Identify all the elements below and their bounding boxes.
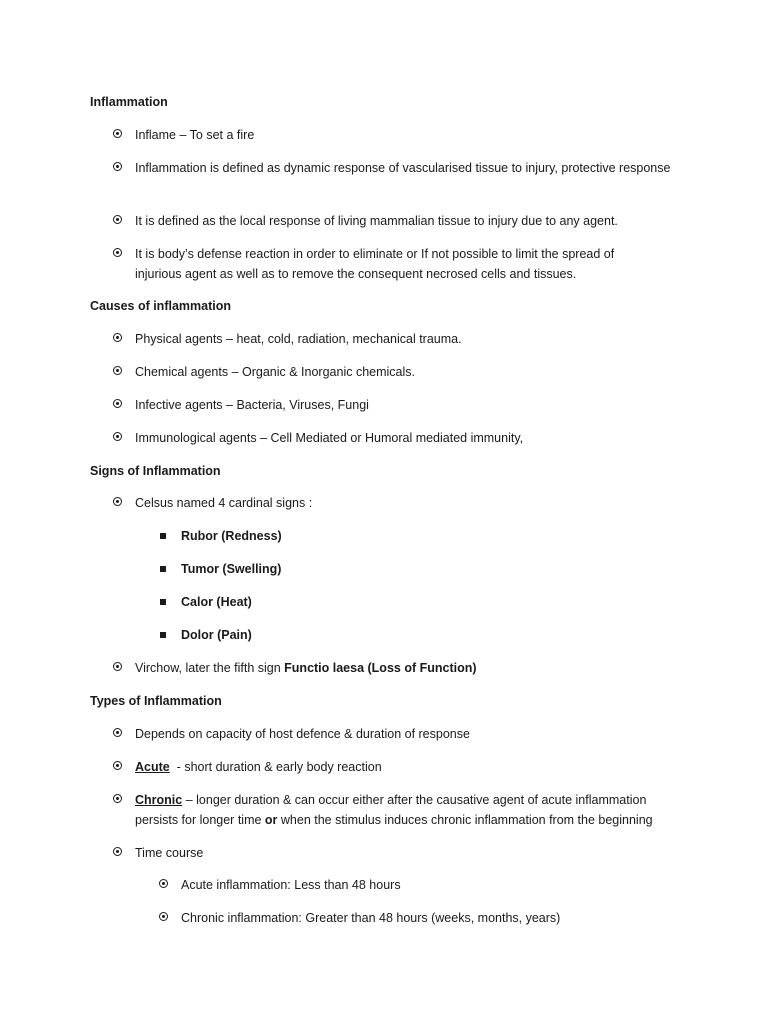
item-text: Dolor (Pain): [181, 628, 252, 642]
list-item: [135, 757, 695, 777]
item-text: It is defined as the local response of living mammalian tissue to injury due to any agent.: [135, 214, 618, 228]
square-bullet-icon: [160, 599, 166, 605]
circle-bullet-icon: [113, 761, 122, 770]
circle-bullet-icon: [113, 662, 122, 671]
item-text: Inflammation is defined as dynamic response of vascularised tissue to injury, protective response: [135, 161, 671, 175]
circle-bullet-icon: [113, 366, 122, 375]
list-item: [135, 244, 635, 284]
heading-types: Types of Inflammation: [90, 694, 222, 708]
item-text: Inflame – To set a fire: [135, 128, 255, 142]
list-item: [135, 493, 695, 513]
list-item: [135, 158, 695, 178]
item-text: Time course: [135, 846, 204, 860]
list-item: [181, 559, 701, 579]
circle-bullet-icon: [113, 248, 122, 257]
list-item: [181, 592, 701, 612]
list-item: [135, 211, 695, 231]
list-item: [135, 658, 695, 678]
circle-bullet-icon: [113, 847, 122, 856]
item-text: – longer duration & can occur either after the causative agent of acute inflammation persists for longer time: [135, 793, 647, 827]
circle-bullet-icon: [159, 912, 168, 921]
item-text-bold: or: [264, 813, 278, 827]
item-text: Infective agents – Bacteria, Viruses, Fungi: [135, 398, 369, 412]
item-text: Immunological agents – Cell Mediated or Humoral mediated immunity,: [135, 431, 524, 445]
circle-bullet-icon: [113, 432, 122, 441]
circle-bullet-icon: [113, 497, 122, 506]
item-text: Tumor (Swelling): [181, 562, 282, 576]
circle-bullet-icon: [159, 879, 168, 888]
circle-bullet-icon: [113, 728, 122, 737]
circle-bullet-icon: [113, 215, 122, 224]
item-term: Chronic: [135, 793, 183, 807]
square-bullet-icon: [160, 533, 166, 539]
item-text: Chronic inflammation: Greater than 48 hours (weeks, months, years): [181, 911, 561, 925]
list-item: [135, 125, 695, 145]
item-text: - short duration & early body reaction: [169, 760, 382, 774]
list-item: [181, 625, 701, 645]
item-term: Acute: [135, 760, 170, 774]
item-text: Virchow, later the fifth sign: [135, 661, 285, 675]
item-text: Chemical agents – Organic & Inorganic chemicals.: [135, 365, 415, 379]
list-item: [135, 395, 695, 415]
item-text: Calor (Heat): [181, 595, 252, 609]
circle-bullet-icon: [113, 162, 122, 171]
heading-signs: Signs of Inflammation: [90, 464, 221, 478]
item-text-bold: Functio laesa (Loss of Function): [284, 661, 477, 675]
list-item: [181, 908, 701, 928]
item-text: Depends on capacity of host defence & duration of response: [135, 727, 470, 741]
list-item: [181, 526, 701, 546]
heading-causes: Causes of inflammation: [90, 299, 231, 313]
circle-bullet-icon: [113, 333, 122, 342]
item-text: when the stimulus induces chronic inflammation from the beginning: [277, 813, 653, 827]
item-text: It is body’s defense reaction in order to eliminate or If not possible to limit the spread of injurious agent as well as to remove the consequent necrosed cells and tissues.: [135, 247, 615, 281]
list-item: [135, 329, 695, 349]
item-text: Acute inflammation: Less than 48 hours: [181, 878, 401, 892]
circle-bullet-icon: [113, 794, 122, 803]
list-item: [135, 843, 695, 863]
circle-bullet-icon: [113, 129, 122, 138]
item-text: Celsus named 4 cardinal signs :: [135, 496, 313, 510]
circle-bullet-icon: [113, 399, 122, 408]
list-item: [135, 790, 680, 830]
square-bullet-icon: [160, 566, 166, 572]
item-text: Rubor (Redness): [181, 529, 282, 543]
item-text: Physical agents – heat, cold, radiation, mechanical trauma.: [135, 332, 462, 346]
list-item: [181, 875, 701, 895]
list-item: [135, 724, 695, 744]
heading-inflammation: Inflammation: [90, 95, 168, 109]
square-bullet-icon: [160, 632, 166, 638]
list-item: [135, 428, 695, 448]
list-item: [135, 362, 695, 382]
